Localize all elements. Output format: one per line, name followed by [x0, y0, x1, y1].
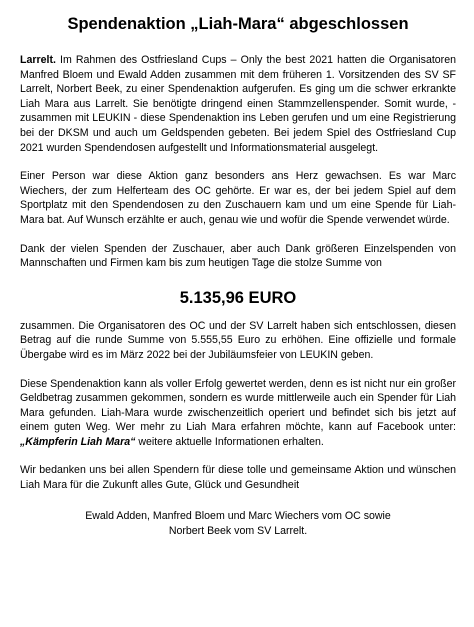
document-title: Spendenaktion „Liah-Mara“ abgeschlossen — [67, 15, 409, 33]
paragraph-handover: zusammen. Die Organisatoren des OC und der SV Larrelt haben sich entschlossen, diesen Betrag auf die runde Summe von 5.555,55 Euro zu erhöhen. Eine offizielle und formale Übergabe wird es im März 2022 bei der Jubiläumsfeier von LEUKIN geben. — [20, 319, 456, 361]
paragraph-success-text-after: weitere aktuelle Informationen erhalten. — [135, 435, 324, 448]
paragraph-intro — [20, 53, 456, 155]
paragraph-lead-location: Larrelt. — [20, 54, 56, 66]
facebook-page-name: „Kämpferin Liah Mara“ — [20, 435, 136, 448]
paragraph-helper: Einer Person war diese Aktion ganz besonders ans Herz gewachsen. Es war Marc Wiechers, der zum Helferteam des OC gehörte. Er war es, der bei jedem Spiel auf dem Sportplatz mit den Spendendosen zu den Zuschauern kam und um eine Spende für Liah-Mara bat. Auf Wunsch erzählte er auch, genau wie und wofür die Spende verwendet würde. — [20, 170, 456, 226]
paragraph-intro-text: Im Rahmen des Ostfriesland Cups – Only the best 2021 hatten die Organisatoren Manfred Bloem und Ewald Adden zusammen mit dem früheren 1. Vorsitzenden des SV SF Larrelt, Norbert Beek, zu einer Spendenaktion aufgerufen. Es ging um die schwer erkrankte Liah Mara aus Larrelt. Sie benötigte dringend einen Stammzellenspender. Somit wurde, - zusammen mit LEUKIN - diese Spendenaktion ins Leben gerufen und um eine Registrierung bei der DKSM und auch um Geldspenden gebeten. Bei jedem Spiel des Ostfriesland Cup 2021 wurden Spendendosen aufgestellt und Informationsmaterial ausgelegt. — [20, 54, 456, 154]
signature-block — [20, 509, 456, 539]
signature-line-1: Ewald Adden, Manfred Bloem und Marc Wiechers vom OC sowie — [85, 509, 391, 522]
paragraph-thanks: Wir bedanken uns bei allen Spendern für diese tolle und gemeinsame Aktion und wünschen Liah Mara für die Zukunft alles Gute, Glück und Gesundheit — [20, 464, 456, 492]
paragraph-donations: Dank der vielen Spenden der Zuschauer, aber auch Dank größeren Einzelspenden von Mannschaften und Firmen kam bis zum heutigen Tage die stolze Summe von — [20, 242, 456, 270]
donation-amount: 5.135,96 EURO — [179, 288, 297, 307]
signature-line-2: Norbert Beek vom SV Larrelt. — [168, 524, 308, 537]
paragraph-success — [20, 377, 456, 450]
paragraph-success-text-before: Diese Spendenaktion kann als voller Erfolg gewertet werden, denn es ist nicht nur ein großer Geldbetrag zusammen gekommen, sondern es wurde mittlerweile auch ein Spender für Liah Mara gefunden. Liah-Mara wurde zwischenzeitlich operiert und befindet sich bis jetzt auf einem guten Weg. Wer mehr zu Liah Mara erfahren möchte, kann auf Facebook unter: — [20, 377, 456, 434]
